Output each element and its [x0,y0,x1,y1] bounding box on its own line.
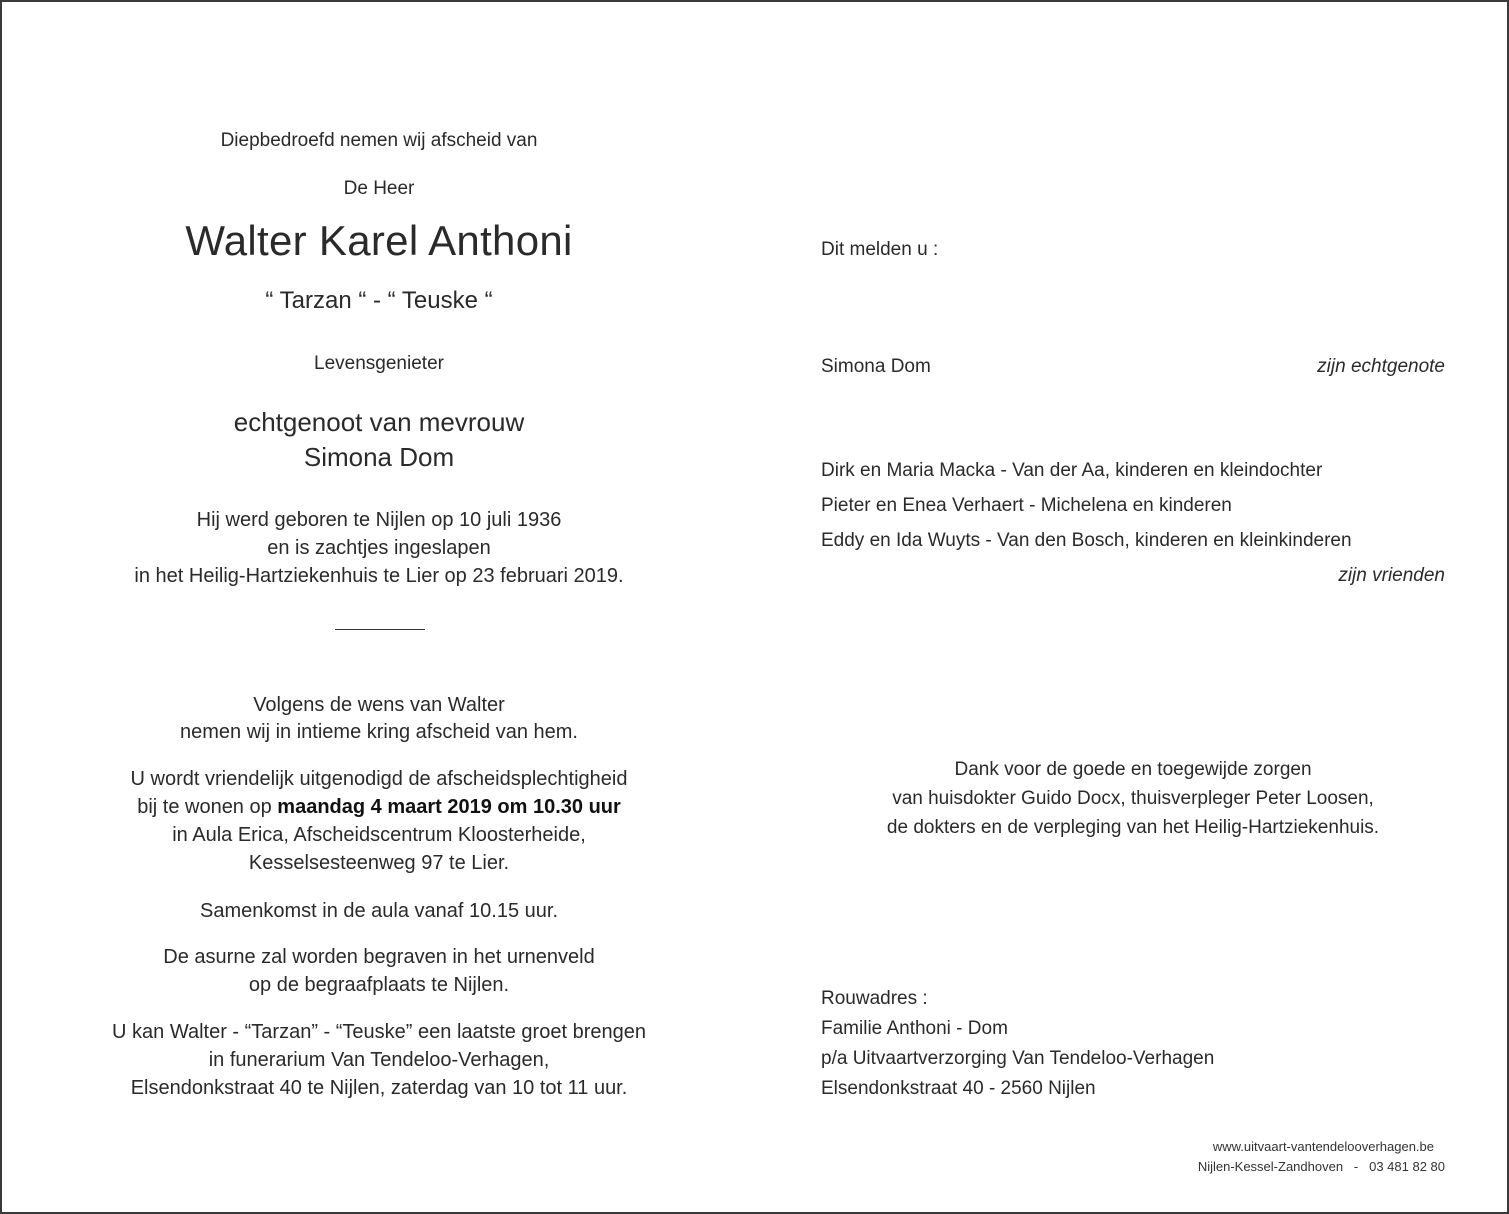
spouse-line-2: Simona Dom [303,442,455,472]
wish-line-1: Volgens de wens van Walter [253,694,505,716]
invite-line-4: Kesselsesteenweg 97 te Lier. [248,852,510,874]
urn-line-2: op de begraafplaats te Nijlen. [248,974,510,996]
announce-text: Dit melden u : [821,239,939,260]
address-label: Rouwadres : [821,988,928,1009]
gathering-text: Samenkomst in de aula vanaf 10.15 uur. [199,900,559,922]
footer-website: www.uitvaart-vantendelooverhagen.be [1212,1139,1434,1154]
address-line-1: Familie Anthoni - Dom [821,1018,1008,1039]
invite-line-3: in Aula Erica, Afscheidscentrum Kloosterheide, [172,824,586,846]
thanks-line-3: de dokters en de verpleging van het Heilig-Hartziekenhuis. [886,817,1380,838]
urn-line-1: De asurne zal worden begraven in het urnenveld [163,946,595,968]
invite-line-2-prefix: bij te wonen op [137,796,278,818]
thanks-line-2: van huisdokter Guido Docx, thuisverpleger Peter Loosen, [892,788,1374,809]
intro-text: Diepbedroefd nemen wij afscheid van [220,130,538,151]
footer-location: Nijlen-Kessel-Zandhoven [1197,1159,1344,1174]
born-line-1: Hij werd geboren te Nijlen op 10 juli 1936 [196,509,562,531]
divider-rule [335,629,425,630]
invite-line-2 [137,796,621,819]
title-prefix: De Heer [343,178,415,199]
nicknames: “ Tarzan “ - “ Teuske “ [265,287,493,314]
thanks-line-1: Dank voor de goede en toegewijde zorgen [954,759,1312,780]
epithet: Levensgenieter [314,353,444,374]
spouse-line-1: echtgenoot van mevrouw [233,407,525,437]
spouse-name: Simona Dom [821,356,931,377]
address-line-3: Elsendonkstraat 40 - 2560 Nijlen [821,1078,1096,1099]
invite-line-1: U wordt vriendelijk uitgenodigd de afscheidsplechtigheid [130,768,628,790]
wish-line-2: nemen wij in intieme kring afscheid van hem. [180,721,578,743]
born-line-2: en is zachtjes ingeslapen [267,537,491,559]
ceremony-date: maandag 4 maart 2019 om 10.30 uur [277,796,621,818]
footer-phone: 03 481 82 80 [1369,1159,1445,1174]
deceased-name: Walter Karel Anthoni [185,217,573,264]
friend-line-3: Eddy en Ida Wuyts - Van den Bosch, kinderen en kleinkinderen [821,530,1352,551]
visit-line-2: in funerarium Van Tendeloo-Verhagen, [208,1049,550,1071]
address-line-2: p/a Uitvaartverzorging Van Tendeloo-Verhagen [821,1048,1215,1069]
born-line-3: in het Heilig-Hartziekenhuis te Lier op 23 februari 2019. [134,565,624,587]
footer-separator: - [1353,1159,1359,1174]
spouse-role: zijn echtgenote [1317,356,1445,377]
friends-role: zijn vrienden [1338,565,1445,586]
visit-line-1: U kan Walter - “Tarzan” - “Teuske” een laatste groet brengen [112,1021,646,1043]
friend-line-2: Pieter en Enea Verhaert - Michelena en kinderen [821,495,1232,516]
visit-line-3: Elsendonkstraat 40 te Nijlen, zaterdag van 10 tot 11 uur. [130,1077,628,1099]
friend-line-1: Dirk en Maria Macka - Van der Aa, kinderen en kleindochter [821,460,1323,481]
footer-contact [1198,1159,1445,1174]
